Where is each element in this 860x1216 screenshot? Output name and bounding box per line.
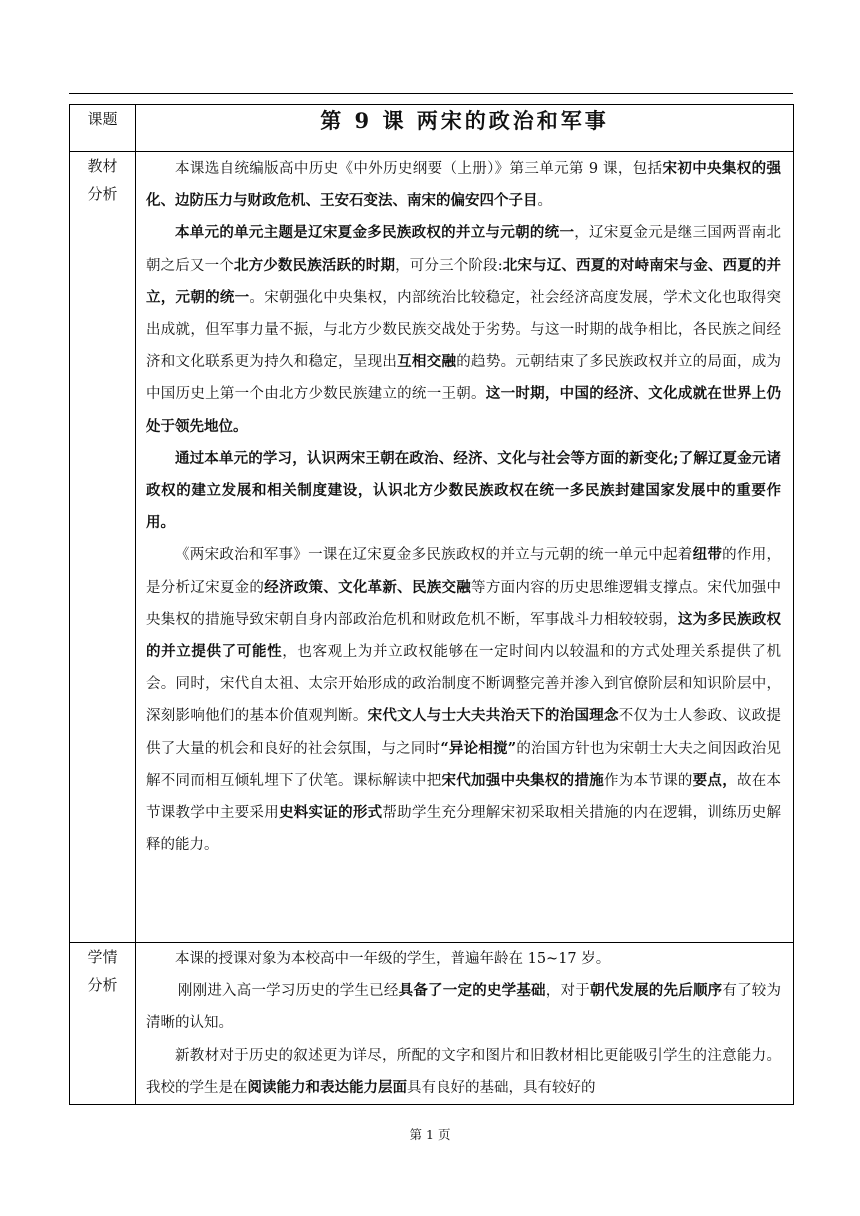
student-paragraph-3: 新教材对于历史的叙述更为详尽，所配的文字和图片和旧教材相比更能吸引学生的注意能力。我校的学生是在阅读能力和表达能力层面具有良好的基础，具有较好的 (146, 1047, 781, 1096)
paragraph-4: 《两宋政治和军事》一课在辽宋夏金多民族政权的并立与元朝的统一单元中起着纽带的作用，是分析辽宋夏金的经济政策、文化革新、民族交融等方面内容的历史思维逻辑支撑点。宋代加强中央集权的措施导致宋朝自身内部政治危机和财政危机不断，军事战斗力相较较弱，这为多民族政权的并立提供了可能性，也客观上为并立政权能够在一定时间内以较温和的方式处理关系提供了机会。同时，宋代自太祖、太宗开始形成的政治制度不断调整完善并渗入到官僚阶层和知识阶层中，深刻影响他们的基本价值观判断。宋代文人与士大夫共治天下的治国理念不仅为士人参政、议政提供了大量的机会和良好的社会氛围，与之同时“异论相搅”的治国方针也为宋朝士大夫之间因政治见解不同而相互倾轧埋下了伏笔。课标解读中把宋代加强中央集权的措施作为本节课的要点，故在本节课教学中主要采用史料实证的形式帮助学生充分理解宋初采取相关措施的内在逻辑，训练历史解释的能力。 (146, 546, 782, 854)
topic-row (70, 105, 794, 152)
page-number: 第 1 页 (409, 1127, 451, 1142)
student-label-line1: 学情 (87, 948, 118, 966)
student-analysis-content (136, 943, 794, 1105)
textbook-analysis-label (70, 152, 136, 943)
topic-label: 课题 (70, 105, 136, 152)
header-rule (69, 93, 793, 94)
student-label-line2: 分析 (87, 976, 118, 994)
paragraph-1: 本课选自统编版高中历史《中外历史纲要（上册）》第三单元第 9 课，包括宋初中央集权的强化、边防压力与财政危机、王安石变法、南宋的偏安四个子目。 (146, 160, 781, 210)
course-title-cell (136, 105, 794, 152)
textbook-label-line2: 分析 (87, 185, 118, 203)
student-paragraph-2: 刚刚进入高一学习历史的学生已经具备了一定的史学基础，对于朝代发展的先后顺序有了较为清晰的认知。 (146, 982, 782, 1032)
student-analysis-label (70, 943, 136, 1105)
student-paragraph-1: 本课的授课对象为本校高中一年级的学生，普遍年龄在 15~17 岁。 (175, 951, 611, 967)
textbook-analysis-content (136, 152, 794, 943)
textbook-analysis-row (70, 152, 794, 943)
textbook-label-line1: 教材 (87, 157, 118, 175)
course-title: 第 9 课 两宋的政治和军事 (320, 108, 609, 133)
paragraph-2: 本单元的单元主题是辽宋夏金多民族政权的并立与元朝的统一，辽宋夏金元是继三国两晋南北朝之后又一个北方少数民族活跃的时期，可分三个阶段:北宋与辽、西夏的对峙南宋与金、西夏的并立，元朝的统一。宋朝强化中央集权，内部统治比较稳定，社会经济高度发展，学术文化也取得突出成就，但军事力量不振，与北方少数民族交战处于劣势。与这一时期的战争相比，各民族之间经济和文化联系更为持久和稳定，呈现出互相交融的趋势。元朝结束了多民族政权并立的局面，成为中国历史上第一个由北方少数民族建立的统一王朝。这一时期，中国的经济、文化成就在世界上仍处于领先地位。 (146, 224, 782, 435)
lesson-plan-table (69, 104, 794, 1105)
student-analysis-row (70, 943, 794, 1105)
paragraph-3: 通过本单元的学习，认识两宋王朝在政治、经济、文化与社会等方面的新变化;了解辽夏金元诸政权的建立发展和相关制度建设，认识北方少数民族政权在统一多民族封建国家发展中的重要作用。 (146, 449, 781, 532)
